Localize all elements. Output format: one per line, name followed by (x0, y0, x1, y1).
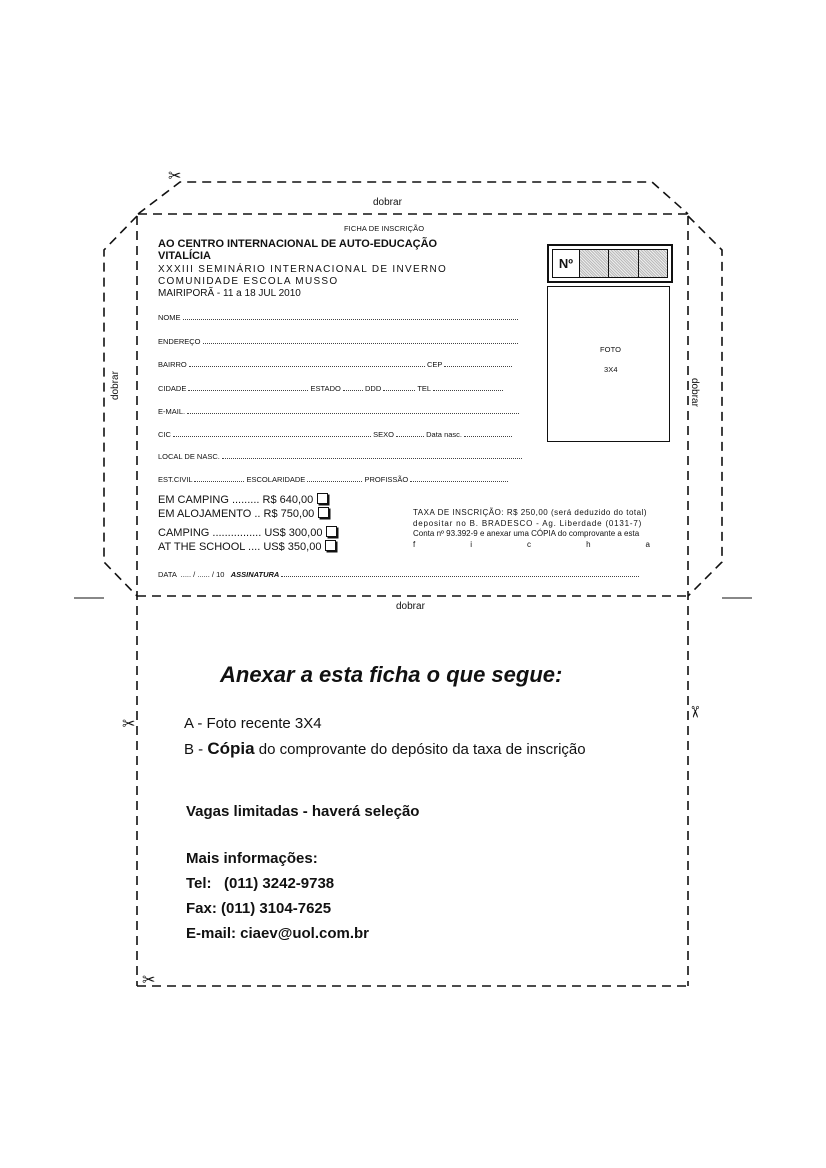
field-label: CIDADE (158, 384, 187, 393)
fee-letter: c (527, 539, 532, 549)
number-cell (579, 250, 608, 277)
scissors-icon: ✂ (122, 716, 136, 733)
fold-label-left: dobrar (110, 371, 121, 400)
fee-letter: h (586, 539, 591, 549)
limited-spots: Vagas limitadas - haverá seleção (186, 803, 420, 820)
field-label: ENDEREÇO (158, 337, 201, 346)
price-option[interactable] (158, 507, 329, 520)
checkbox[interactable] (325, 540, 336, 551)
attach-heading: Anexar a esta ficha o que segue: (220, 662, 563, 687)
field-label: ESTADO (310, 384, 341, 393)
fold-label-middle: dobrar (396, 601, 425, 612)
attach-item-b (184, 739, 586, 759)
fee-line: TAXA DE INSCRIÇÃO: R$ 250,00 (será deduzido do total) (413, 508, 648, 517)
field-bairro-cep[interactable] (158, 359, 512, 369)
more-info-label: Mais informações: (186, 850, 318, 867)
signature-label: ASSINATURA (230, 570, 280, 579)
fee-letter: a (645, 539, 650, 549)
field-label: E-MAIL. (158, 407, 186, 416)
field-label: LOCAL DE NASC. (158, 452, 220, 461)
photo-box (547, 286, 670, 442)
field-local-nasc[interactable] (158, 451, 522, 461)
checkbox[interactable] (326, 526, 337, 537)
price-option[interactable] (158, 526, 337, 539)
form-title-line2: VITALÍCIA (158, 250, 211, 262)
attach-item-b-prefix: B - (184, 741, 208, 758)
form-title-line1: AO CENTRO INTERNACIONAL DE AUTO-EDUCAÇÃO (158, 238, 438, 250)
fee-line: Conta nº 93.392-9 e anexar uma CÓPIA do comprovante a esta (413, 529, 640, 538)
photo-size: 3X4 (604, 365, 618, 374)
email[interactable]: E-mail: ciaev@uol.com.br (186, 925, 370, 942)
price-option[interactable] (158, 540, 336, 553)
photo-label: FOTO (600, 345, 622, 354)
attach-item-b-rest: do comprovante do depósito da taxa de inscrição (254, 741, 586, 758)
fee-letter: i (470, 539, 473, 549)
checkbox[interactable] (317, 493, 328, 504)
date-signature-line[interactable] (158, 569, 639, 579)
field-cidade-estado-ddd-tel[interactable] (158, 383, 503, 393)
attach-item-a: A - Foto recente 3X4 (184, 715, 322, 732)
number-cell (608, 250, 637, 277)
field-cic-sexo-nasc[interactable] (158, 429, 512, 439)
field-label: Data nasc. (426, 430, 462, 439)
checkbox[interactable] (318, 507, 329, 518)
field-label: BAIRRO (158, 360, 187, 369)
field-label: SEXO (373, 430, 394, 439)
scissors-icon: ✂ (142, 972, 156, 989)
date-label: DATA (158, 570, 177, 579)
date-pattern: ..... / ...... / 10 (180, 570, 225, 579)
field-label: TEL (417, 384, 431, 393)
field-label: DDD (365, 384, 382, 393)
fee-line: depositar no B. BRADESCO - Ag. Liberdade (0131-7) (413, 518, 643, 528)
attach-item-b-bold: Cópia (207, 739, 255, 758)
field-label: CIC (158, 430, 171, 439)
fax: Fax: (011) 3104-7625 (186, 900, 332, 917)
field-label: NOME (158, 313, 181, 322)
fee-letter: f (413, 539, 416, 549)
number-label: Nº (558, 256, 574, 271)
field-endereco[interactable] (158, 336, 518, 346)
registration-number-box (547, 244, 673, 283)
price-label: EM CAMPING ......... R$ 640,00 (158, 494, 314, 506)
field-label: PROFISSÃO (364, 475, 409, 484)
field-label: CEP (426, 360, 443, 369)
phone: Tel: (011) 3242-9738 (186, 875, 335, 892)
price-option[interactable] (158, 493, 328, 506)
price-label: CAMPING ................ US$ 300,00 (158, 527, 323, 539)
fee-info (413, 508, 650, 550)
location-date: MAIRIPORÃ - 11 a 18 JUL 2010 (158, 288, 301, 299)
seminar-name: XXXIII SEMINÁRIO INTERNACIONAL DE INVERNO (158, 264, 448, 275)
field-civil-escolaridade-profissao[interactable] (158, 474, 508, 484)
price-label: EM ALOJAMENTO .. R$ 750,00 (158, 508, 315, 520)
scissors-icon: ✂ (685, 705, 703, 719)
fee-line (413, 540, 650, 551)
scissors-icon: ✂ (168, 168, 182, 185)
form-header: FICHA DE INSCRIÇÃO (344, 224, 425, 233)
number-cell (638, 250, 667, 277)
field-email[interactable] (158, 406, 519, 416)
fold-label-right: dobrar (689, 378, 700, 407)
community-name: COMUNIDADE ESCOLA MUSSO (158, 276, 339, 287)
field-nome[interactable] (158, 312, 518, 322)
price-label: AT THE SCHOOL .... US$ 350,00 (158, 541, 322, 553)
field-label: ESCOLARIDADE (246, 475, 306, 484)
field-label: EST.CIVIL (158, 475, 193, 484)
fold-label-top: dobrar (373, 197, 402, 208)
